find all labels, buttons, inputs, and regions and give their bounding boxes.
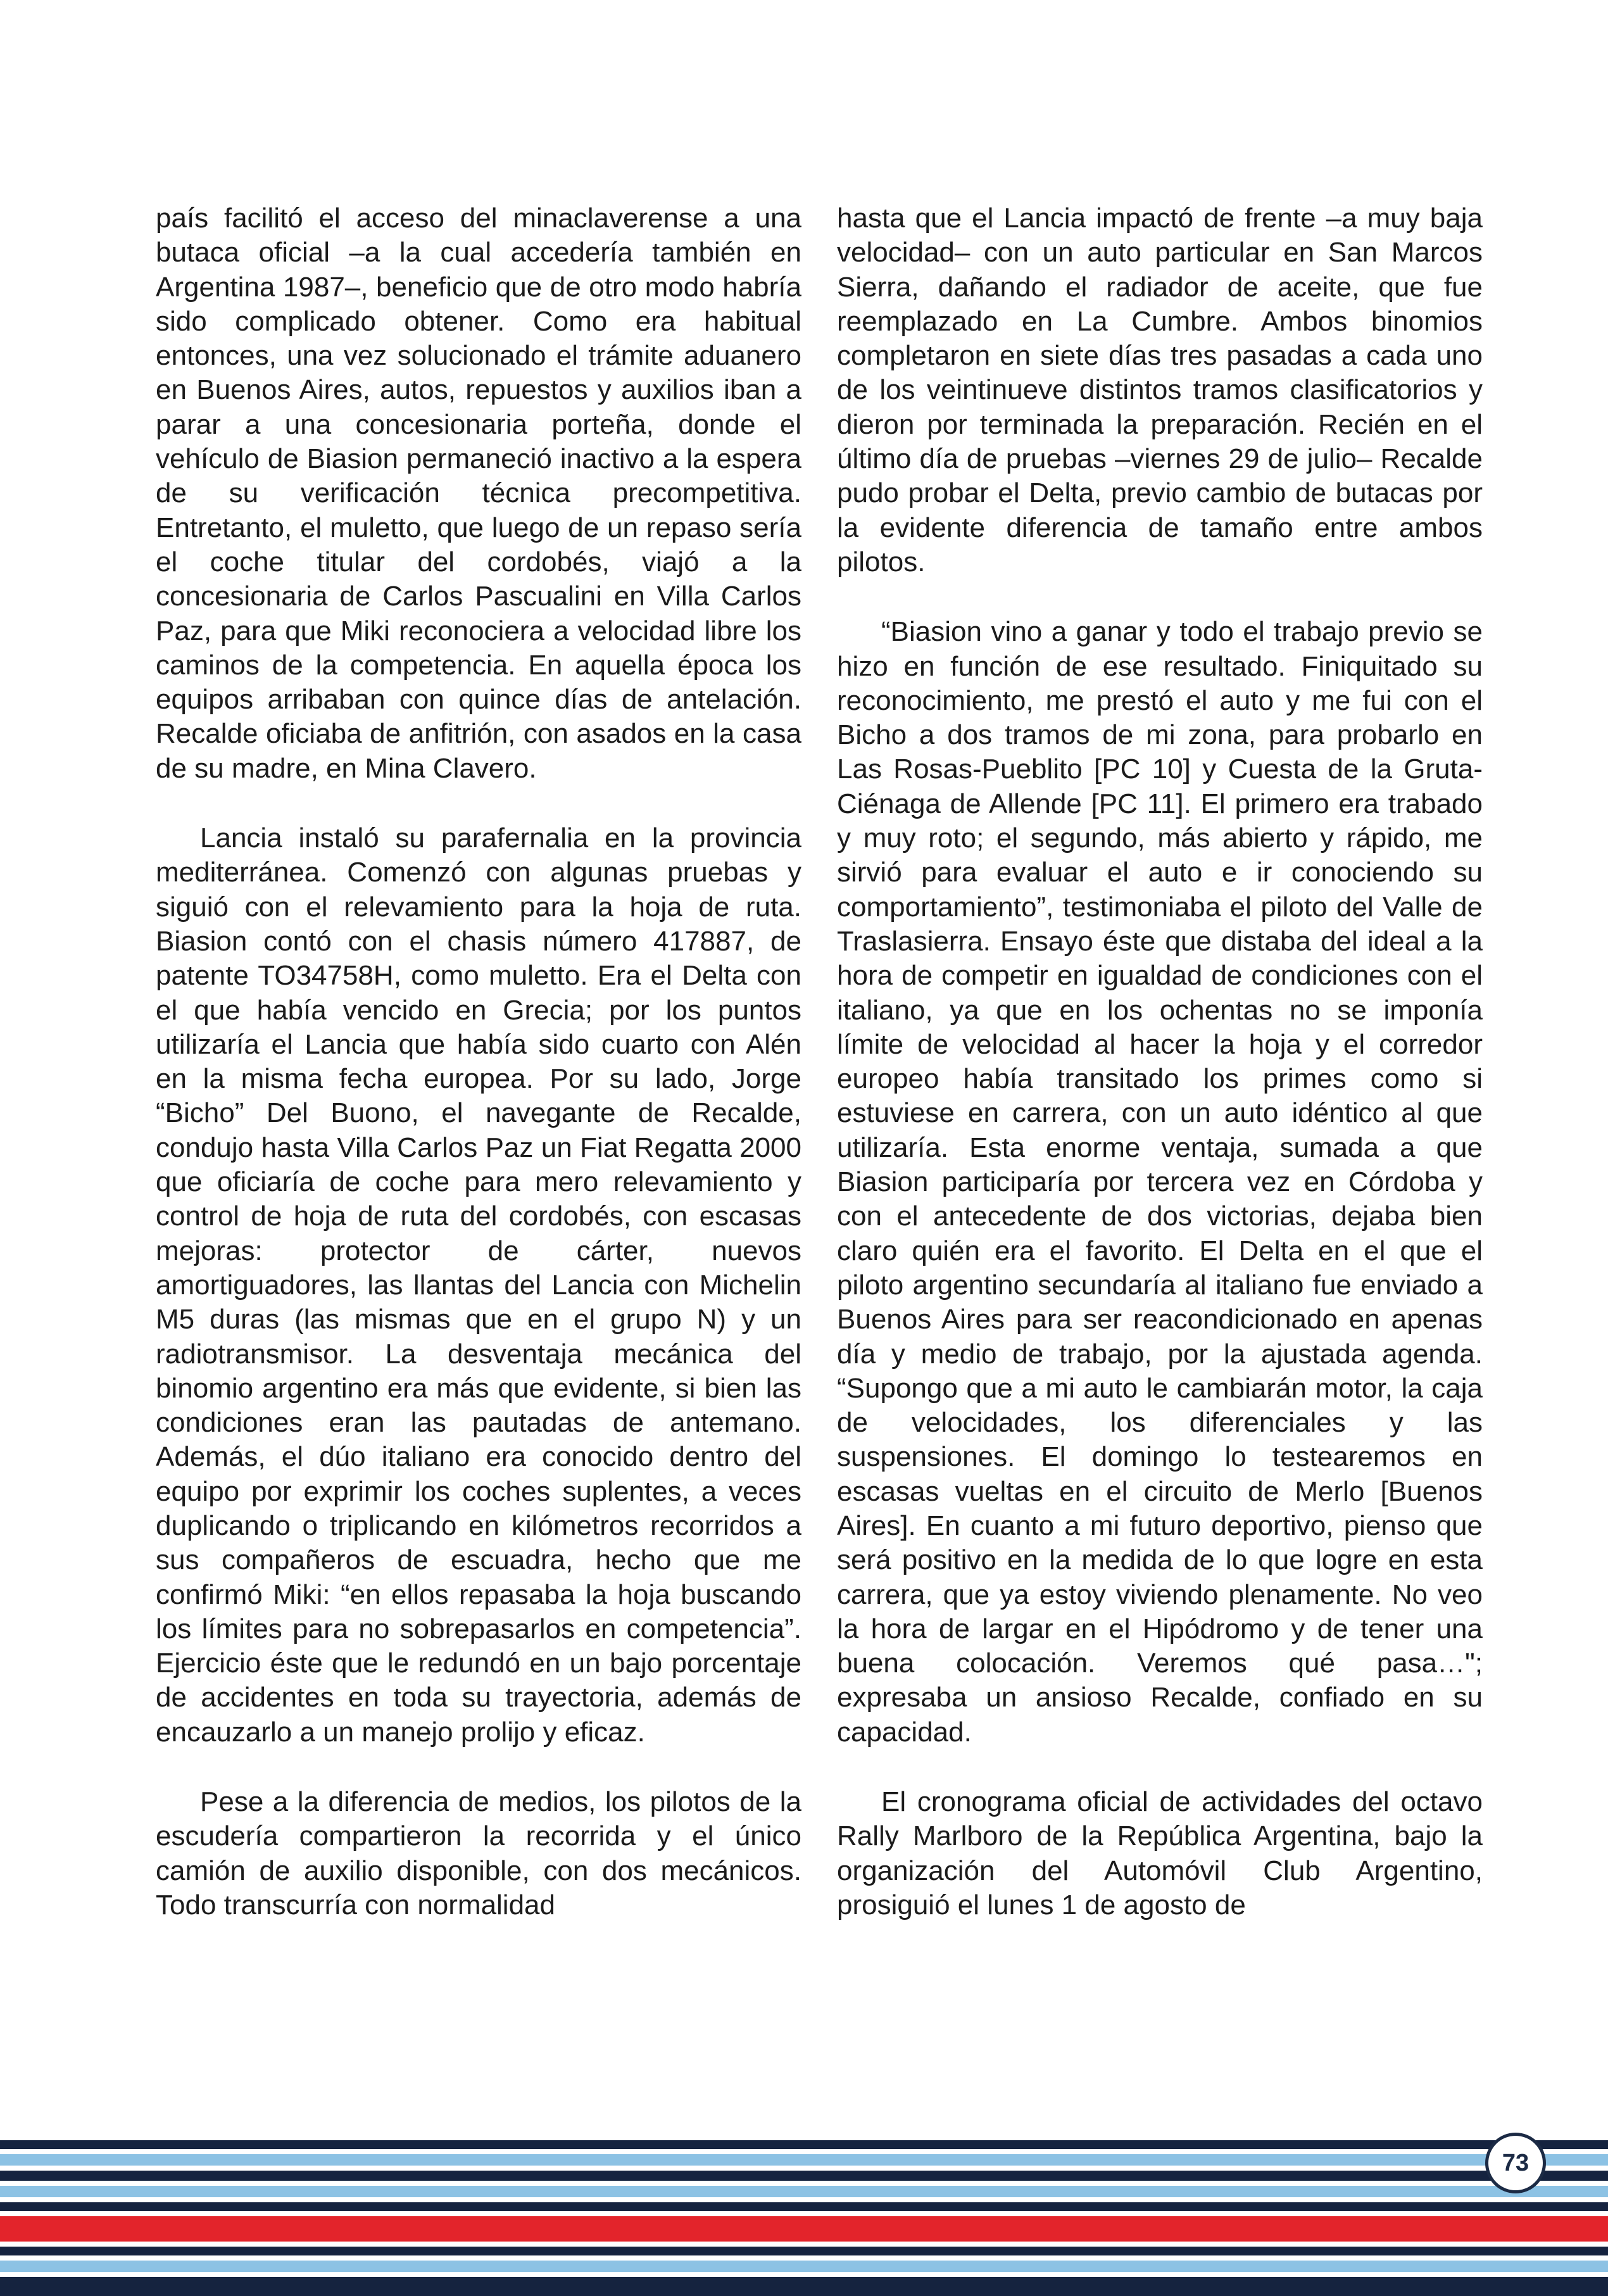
stripe-navy: [0, 2202, 1608, 2211]
stripe-light-blue: [0, 2154, 1608, 2166]
paragraph: “Biasion vino a ganar y todo el trabajo previo se hizo en función de ese resultado. Finiquitado su reconocimiento, me prestó el auto y me fui con el Bicho a dos tramos de mi zona, para probarlo en Las Rosas-Pueblito [PC 10] y Cuesta de la Gruta-Ciénaga de Allende [PC 11]. El primero era trabado y muy roto; el segundo, más abierto y rápido, me sirvió para evaluar el auto e ir conociendo su comportamiento”, testimoniaba el piloto del Valle de Traslasierra. Ensayo éste que distaba del ideal a la hora de competir en igualdad de condiciones con el italiano, ya que en los ochentas no se imponía límite de velocidad al hacer la hoja y el corredor europeo había transitado los primes como si estuviese en carrera, con un auto idéntico al que utilizaría. Esta enorme ventaja, sumada a que Biasion participaría por tercera vez en Córdoba y con el antecedente de dos victorias, dejaba bien claro quién era el favorito. El Delta en el que el piloto argentino secundaría al italiano fue enviado a Buenos Aires para ser reacondicionado en apenas día y medio de trabajo, por la ajustada agenda. “Supongo que a mi auto le cambiarán motor, la caja de velocidades, los diferenciales y las suspensiones. El domingo lo testearemos en escasas vueltas en el circuito de Merlo [Buenos Aires]. En cuanto a mi futuro deportivo, pienso que será positivo en la medida de lo que logre en esta carrera, que ya estoy viviendo plenamente. No veo la hora de largar en el Hipódromo y de tener una buena colocación. Veremos qué pasa…"; expresaba un ansioso Recalde, confiado en su capacidad.: [837, 616, 1483, 1748]
paragraph: país facilitó el acceso del minaclaverense a una butaca oficial –a la cual accedería también en Argentina 1987–, beneficio que de otro modo habría sido complicado obtener. Como era habitual entonces, una vez solucionado el trámite aduanero en Buenos Aires, autos, repuestos y auxilios iban a parar a una concesionaria porteña, donde el vehículo de Biasion permaneció inactivo a la espera de su verificación técnica precompetitiva. Entretanto, el muletto, que luego de un repaso sería el coche titular del cordobés, viajó a la concesionaria de Carlos Pascualini en Villa Carlos Paz, para que Miki reconociera a velocidad libre los caminos de la competencia. En aquella época los equipos arribaban con quince días de antelación. Recalde oficiaba de anfitrión, con asados en la casa de su madre, en Mina Clavero.: [156, 203, 801, 784]
paragraph: Lancia instaló su parafernalia en la provincia mediterránea. Comenzó con algunas pruebas y siguió con el relevamiento para la hoja de ruta. Biasion contó con el chasis número 417887, de patente TO34758H, como muletto. Era el Delta con el que había vencido en Grecia; por los puntos utilizaría el Lancia que había sido cuarto con Alén en la misma fecha europea. Por su lado, Jorge “Bicho” Del Buono, el navegante de Recalde, condujo hasta Villa Carlos Paz un Fiat Regatta 2000 que oficiaría de coche para mero relevamiento y control de hoja de ruta del cordobés, con escasas mejoras: protector de cárter, nuevos amortiguadores, las llantas del Lancia con Michelin M5 duras (las mismas que en el grupo N) y un radiotransmisor. La desventaja mecánica del binomio argentino era más que evidente, si bien las condiciones eran las pautadas de antemano. Además, el dúo italiano era conocido dentro del equipo por exprimir los coches suplentes, a veces duplicando o triplicando en kilómetros recorridos a sus compañeros de escuadra, hecho que me confirmó Miki: “en ellos repasaba la hoja buscando los límites para no sobrepasarlos en competencia”. Ejercicio éste que le redundó en un bajo porcentaje de accidentes en toda su trayectoria, además de encauzarlo a un manejo prolijo y eficaz.: [156, 823, 801, 1748]
stripe-navy: [0, 2247, 1608, 2255]
paragraph: Pese a la diferencia de medios, los pilotos de la escudería compartieron la recorrida y el único camión de auxilio disponible, con dos mecánicos. Todo transcurría con normalidad: [156, 1786, 801, 1921]
paragraph: hasta que el Lancia impactó de frente –a muy baja velocidad– con un auto particular en San Marcos Sierra, dañando el radiador de aceite, que fue reemplazado en La Cumbre. Ambos binomios completaron en siete días tres pasadas a cada uno de los veintinueve distintos tramos clasificatorios y dieron por terminada la preparación. Recién en el último día de pruebas –viernes 29 de julio– Recalde pudo probar el Delta, previo cambio de butacas por la evidente diferencia de tamaño entre ambos pilotos.: [837, 203, 1483, 577]
stripe-red: [0, 2216, 1608, 2242]
stripe-light-blue: [0, 2186, 1608, 2197]
page-number-badge: [1485, 2133, 1546, 2193]
left-column: [156, 201, 801, 1958]
right-column: [837, 201, 1483, 1958]
stripe-light-blue: [0, 2261, 1608, 2272]
stripe-navy: [0, 2277, 1608, 2296]
paragraph: El cronograma oficial de actividades del octavo Rally Marlboro de la República Argentina, bajo la organización del Automóvil Club Argentino, prosiguió el lunes 1 de agosto de: [837, 1786, 1483, 1921]
footer-stripes: [0, 2140, 1608, 2296]
stripe-navy: [0, 2171, 1608, 2181]
stripe-navy: [0, 2140, 1608, 2149]
page-number: 73: [1502, 2149, 1529, 2176]
